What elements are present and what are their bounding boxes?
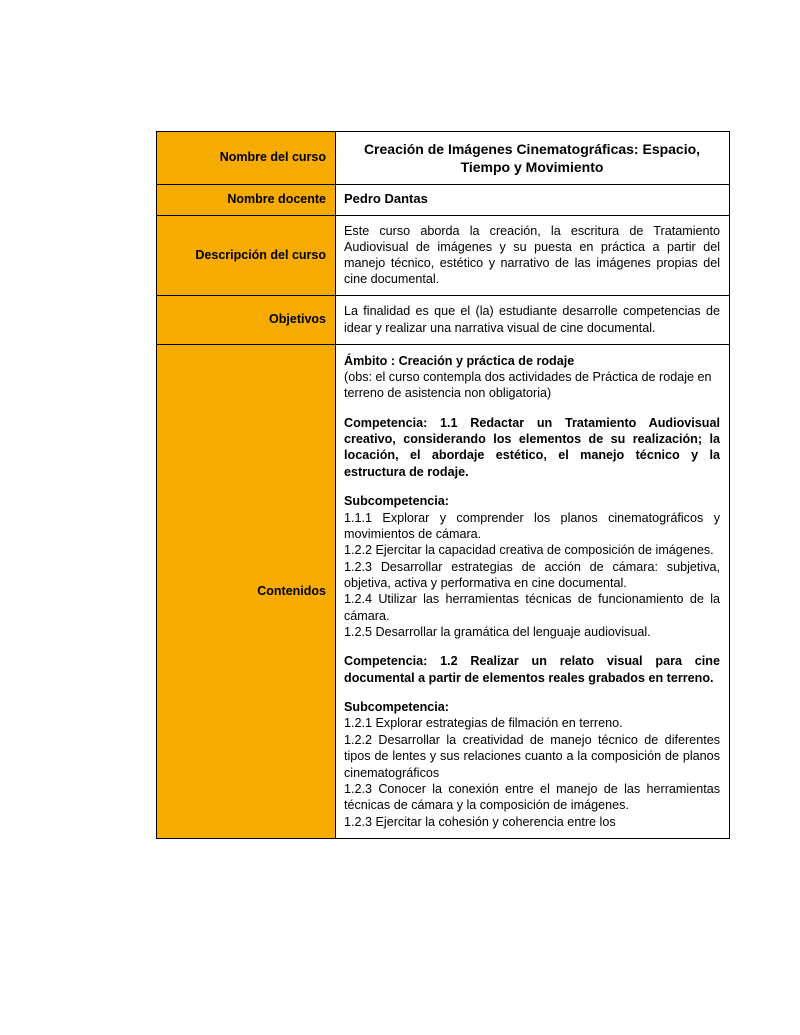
contents-subcompetencia-2-title: Subcompetencia: <box>344 700 449 715</box>
table-row-teacher-name <box>157 185 730 216</box>
spacer <box>344 402 720 415</box>
table-row-course-name <box>157 132 730 185</box>
row-label-teacher-name <box>157 185 336 216</box>
row-label-description <box>157 216 336 296</box>
label-text: Nombre docente <box>227 192 326 207</box>
table-row-contents <box>157 344 730 838</box>
spacer <box>344 686 720 699</box>
row-value-course-name: Creación de Imágenes Cinematográficas: Espacio, Tiempo y Movimiento <box>336 132 730 185</box>
spacer <box>344 640 720 653</box>
row-label-objectives <box>157 296 336 344</box>
row-value-contents <box>336 344 730 838</box>
row-label-course-name <box>157 132 336 185</box>
row-label-contents <box>157 344 336 838</box>
contents-subcompetencia-1-item: 1.2.2 Ejercitar la capacidad creativa de composición de imágenes. <box>344 543 714 558</box>
contents-ambito-title: Ámbito : Creación y práctica de rodaje <box>344 353 575 368</box>
contents-subcompetencia-2-item: 1.2.1 Explorar estrategias de filmación en terreno. <box>344 716 623 731</box>
table-row-objectives <box>157 296 730 344</box>
contents-competencia-1: Competencia: 1.1 Redactar un Tratamiento Audiovisual creativo, considerando los elementos de su realización; la locación, el abordaje estético, el manejo técnico y la estructura de rodaje. <box>344 415 720 479</box>
label-text: Nombre del curso <box>219 150 326 165</box>
contents-subcompetencia-1-title: Subcompetencia: <box>344 494 449 509</box>
contents-subcompetencia-1-item: 1.2.5 Desarrollar la gramática del lenguaje audiovisual. <box>344 625 651 640</box>
contents-competencia-2: Competencia: 1.2 Realizar un relato visual para cine documental a partir de elementos reales grabados en terreno. <box>344 654 720 685</box>
table-row-description <box>157 216 730 296</box>
course-info-table <box>156 131 730 839</box>
spacer <box>344 480 720 493</box>
label-text: Contenidos <box>257 583 326 598</box>
label-text: Descripción del curso <box>195 247 326 262</box>
row-value-description: Este curso aborda la creación, la escritura de Tratamiento Audiovisual de imágenes y su puesta en práctica a partir del manejo técnico, estético y narrativo de las imágenes propias del cine documental. <box>336 216 730 296</box>
contents-subcompetencia-1-item: 1.1.1 Explorar y comprender los planos cinematográficos y movimientos de cámara. <box>344 510 720 541</box>
contents-subcompetencia-2-item: 1.2.3 Conocer la conexión entre el manejo de las herramientas técnicas de cámara y la composición de imágenes. <box>344 781 720 813</box>
contents-subcompetencia-1-item: 1.2.4 Utilizar las herramientas técnicas de funcionamiento de la cámara. <box>344 592 720 623</box>
contents-subcompetencia-2-item: 1.2.2 Desarrollar la creatividad de manejo técnico de diferentes tipos de lentes y sus relaciones cuanto a la composición de planos cinematográficos <box>344 732 720 780</box>
contents-subcompetencia-1-item: 1.2.3 Desarrollar estrategias de acción de cámara: subjetiva, objetiva, activa y performativa en cine documental. <box>344 559 720 590</box>
row-value-objectives: La finalidad es que el (la) estudiante desarrolle competencias de idear y realizar una narrativa visual de cine documental. <box>336 296 730 344</box>
contents-subcompetencia-2-item: 1.2.3 Ejercitar la cohesión y coherencia entre los <box>344 814 616 829</box>
contents-ambito-note: (obs: el curso contempla dos actividades de Práctica de rodaje en terreno de asistencia non obligatoria) <box>344 370 712 401</box>
row-value-teacher-name: Pedro Dantas <box>336 185 730 216</box>
label-text: Objetivos <box>269 312 326 327</box>
